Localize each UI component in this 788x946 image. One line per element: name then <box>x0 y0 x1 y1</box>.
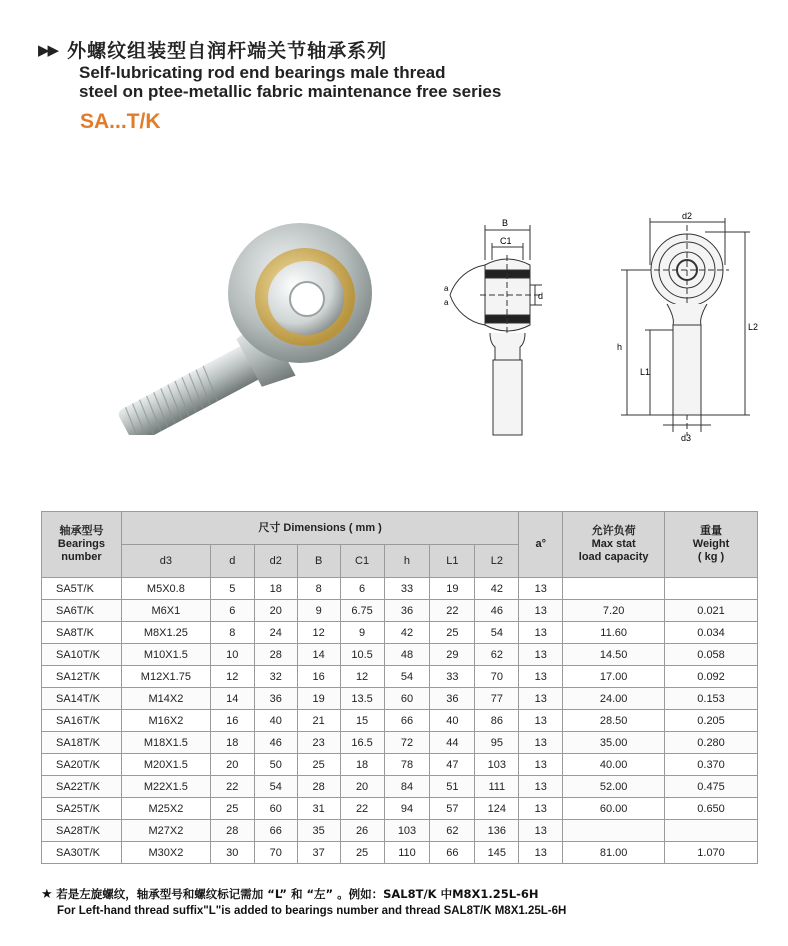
cell-model: SA28T/K <box>42 820 122 842</box>
table-cell: 33 <box>430 666 475 688</box>
table-cell: 13 <box>519 666 563 688</box>
table-cell: 50 <box>254 754 297 776</box>
table-row <box>42 798 758 820</box>
title-chinese <box>38 38 758 63</box>
table-cell: 13 <box>519 622 563 644</box>
label-d: d <box>538 291 544 301</box>
table-cell: M18X1.5 <box>121 732 210 754</box>
table-cell: 37 <box>297 842 340 864</box>
title-english-line-2: steel on ptee-metallic fabric maintenance free series <box>79 82 502 101</box>
cell-model: SA22T/K <box>42 776 122 798</box>
table-cell: 1.070 <box>665 842 758 864</box>
label-L2: L2 <box>748 322 759 332</box>
table-cell: 24 <box>254 622 297 644</box>
product-photo <box>55 215 385 435</box>
table-body <box>42 578 758 864</box>
table-cell: 22 <box>210 776 254 798</box>
table-cell: M6X1 <box>121 600 210 622</box>
table-cell: 13 <box>519 600 563 622</box>
table-cell: 25 <box>297 754 340 776</box>
table-row <box>42 710 758 732</box>
table-cell: 13 <box>519 732 563 754</box>
table-cell: 110 <box>384 842 430 864</box>
table-cell: 21 <box>297 710 340 732</box>
table-cell: 14.50 <box>563 644 665 666</box>
header-weight-en-2: ( kg ) <box>697 551 725 563</box>
table-cell: 94 <box>384 798 430 820</box>
table-cell: 103 <box>384 820 430 842</box>
table-cell: 36 <box>254 688 297 710</box>
table-cell: M8X1.25 <box>121 622 210 644</box>
table-cell: 77 <box>475 688 519 710</box>
label-a-bottom: a <box>444 298 449 307</box>
table-cell: 66 <box>384 710 430 732</box>
table-row <box>42 754 758 776</box>
table-cell: 20 <box>254 600 297 622</box>
table-cell: 22 <box>430 600 475 622</box>
table-cell: 46 <box>475 600 519 622</box>
table-cell: 5 <box>210 578 254 600</box>
series-code: SA...T/K <box>80 110 161 133</box>
table-cell: 19 <box>297 688 340 710</box>
subheader-L2: L2 <box>475 545 519 578</box>
table-cell: 52.00 <box>563 776 665 798</box>
header-weight-cn: 重量 <box>700 525 723 537</box>
table-cell: 35.00 <box>563 732 665 754</box>
table-row <box>42 666 758 688</box>
cell-model: SA14T/K <box>42 688 122 710</box>
title-english-line-1: Self-lubricating rod end bearings male thread <box>79 63 446 82</box>
table-cell: 13.5 <box>340 688 384 710</box>
table-cell: 10 <box>210 644 254 666</box>
table-cell: 14 <box>297 644 340 666</box>
table-cell: 70 <box>475 666 519 688</box>
table-cell: 28 <box>210 820 254 842</box>
table-cell: 16.5 <box>340 732 384 754</box>
table-row <box>42 820 758 842</box>
table-cell: 6 <box>210 600 254 622</box>
header-dimensions: 尺寸 Dimensions ( mm ) <box>121 512 518 545</box>
table-cell: 13 <box>519 754 563 776</box>
table-cell: 42 <box>384 622 430 644</box>
table-cell: 17.00 <box>563 666 665 688</box>
table-cell: 9 <box>340 622 384 644</box>
header-model-en-1: Bearings <box>57 538 105 550</box>
table-cell: 0.475 <box>665 776 758 798</box>
table-row <box>42 688 758 710</box>
table-cell: 47 <box>430 754 475 776</box>
table-cell: 48 <box>384 644 430 666</box>
note-en: For Left-hand thread suffix"L"is added to bearings number and thread SAL8T/K M8X1.25L-6H <box>57 905 567 917</box>
table-row <box>42 842 758 864</box>
header-weight-en-1: Weight <box>692 538 730 550</box>
cell-model: SA10T/K <box>42 644 122 666</box>
table-cell: 136 <box>475 820 519 842</box>
page-header <box>38 38 758 101</box>
table-cell: 40 <box>430 710 475 732</box>
table-cell: M27X2 <box>121 820 210 842</box>
table-cell: 124 <box>475 798 519 820</box>
table-cell: 60 <box>254 798 297 820</box>
table-cell: 18 <box>254 578 297 600</box>
table-cell: 14 <box>210 688 254 710</box>
table-cell: 51 <box>430 776 475 798</box>
table-cell: 28.50 <box>563 710 665 732</box>
cell-model: SA5T/K <box>42 578 122 600</box>
table-cell: 9 <box>297 600 340 622</box>
table-cell: 0.058 <box>665 644 758 666</box>
table-cell: 40 <box>254 710 297 732</box>
table-cell: 7.20 <box>563 600 665 622</box>
table-cell: 28 <box>297 776 340 798</box>
table-cell: 11.60 <box>563 622 665 644</box>
table-cell: 44 <box>430 732 475 754</box>
table-cell <box>665 820 758 842</box>
label-L1: L1 <box>640 367 651 377</box>
table-cell: 18 <box>210 732 254 754</box>
table-cell: 0.034 <box>665 622 758 644</box>
front-view-drawing <box>605 210 765 445</box>
table-cell: 23 <box>297 732 340 754</box>
subheader-h: h <box>384 545 430 578</box>
table-cell: 33 <box>384 578 430 600</box>
table-cell: 54 <box>254 776 297 798</box>
table-cell: M14X2 <box>121 688 210 710</box>
table-cell: 0.021 <box>665 600 758 622</box>
table-cell: 12 <box>340 666 384 688</box>
table-cell: 26 <box>340 820 384 842</box>
table-cell: 0.205 <box>665 710 758 732</box>
note-cn: 若是左旋螺纹，轴承型号和螺纹标记需加 “L” 和 “左” 。例如：SAL8T/K 中M8X1.25L-6H <box>56 887 539 901</box>
star-icon: ★ <box>41 886 57 901</box>
table-cell: 0.370 <box>665 754 758 776</box>
title-cn-text: 外螺纹组装型自润杆端关节轴承系列 <box>67 40 388 62</box>
table-cell: 0.650 <box>665 798 758 820</box>
header-model-cn: 轴承型号 <box>59 525 104 537</box>
subheader-d: d <box>210 545 254 578</box>
table-cell: 29 <box>430 644 475 666</box>
header-model-en-2: number <box>61 551 102 563</box>
table-cell: 0.280 <box>665 732 758 754</box>
table-cell: 22 <box>340 798 384 820</box>
cell-model: SA6T/K <box>42 600 122 622</box>
subheader-d3: d3 <box>121 545 210 578</box>
table-cell: 6 <box>340 578 384 600</box>
table-cell: 20 <box>210 754 254 776</box>
table-cell: 66 <box>430 842 475 864</box>
subheader-C1: C1 <box>340 545 384 578</box>
table-cell: 66 <box>254 820 297 842</box>
table-cell: 13 <box>519 820 563 842</box>
label-h: h <box>617 342 623 352</box>
table-cell: M30X2 <box>121 842 210 864</box>
table-cell: 13 <box>519 688 563 710</box>
table-cell: M20X1.5 <box>121 754 210 776</box>
table-cell: 40.00 <box>563 754 665 776</box>
table-cell: M25X2 <box>121 798 210 820</box>
table-cell: 25 <box>430 622 475 644</box>
table-cell: 13 <box>519 776 563 798</box>
table-cell: 145 <box>475 842 519 864</box>
subheader-B: B <box>297 545 340 578</box>
table-cell <box>563 820 665 842</box>
header-load <box>563 512 665 578</box>
table-row <box>42 578 758 600</box>
table-cell: 46 <box>254 732 297 754</box>
table-cell: 62 <box>475 644 519 666</box>
cell-model: SA20T/K <box>42 754 122 776</box>
subheader-L1: L1 <box>430 545 475 578</box>
table-cell: M5X0.8 <box>121 578 210 600</box>
label-C1: C1 <box>500 236 512 246</box>
label-d2: d2 <box>682 211 693 221</box>
table-cell: 81.00 <box>563 842 665 864</box>
table-cell: 103 <box>475 754 519 776</box>
side-section-drawing <box>430 215 580 445</box>
table-cell: 8 <box>210 622 254 644</box>
table-row <box>42 600 758 622</box>
table-cell: 32 <box>254 666 297 688</box>
table-cell: 62 <box>430 820 475 842</box>
table-cell <box>665 578 758 600</box>
table-cell: M22X1.5 <box>121 776 210 798</box>
table-cell: M10X1.5 <box>121 644 210 666</box>
subheader-d2: d2 <box>254 545 297 578</box>
table-row <box>42 644 758 666</box>
label-a-top: a <box>444 284 449 293</box>
cell-model: SA16T/K <box>42 710 122 732</box>
table-cell: 0.153 <box>665 688 758 710</box>
table-cell: 24.00 <box>563 688 665 710</box>
table-cell: 60.00 <box>563 798 665 820</box>
table-cell: 95 <box>475 732 519 754</box>
table-row <box>42 776 758 798</box>
table-cell: 13 <box>519 842 563 864</box>
header-model <box>42 512 122 578</box>
table-cell: 13 <box>519 644 563 666</box>
table-cell: 12 <box>210 666 254 688</box>
label-B: B <box>502 218 509 228</box>
table-row <box>42 622 758 644</box>
table-cell: 54 <box>384 666 430 688</box>
table-cell: 25 <box>210 798 254 820</box>
table-cell <box>563 578 665 600</box>
footnote <box>41 886 566 919</box>
table-cell: 36 <box>430 688 475 710</box>
table-cell: 78 <box>384 754 430 776</box>
header-load-cn: 允许负荷 <box>591 525 636 537</box>
table-cell: 86 <box>475 710 519 732</box>
table-cell: 16 <box>297 666 340 688</box>
table-cell: 60 <box>384 688 430 710</box>
cell-model: SA25T/K <box>42 798 122 820</box>
table-cell: 28 <box>254 644 297 666</box>
table-cell: 35 <box>297 820 340 842</box>
table-cell: 19 <box>430 578 475 600</box>
table-cell: 31 <box>297 798 340 820</box>
cell-model: SA8T/K <box>42 622 122 644</box>
cell-model: SA18T/K <box>42 732 122 754</box>
table-cell: 57 <box>430 798 475 820</box>
double-arrow-icon: ▶▶ <box>38 41 58 59</box>
cell-model: SA30T/K <box>42 842 122 864</box>
table-cell: 13 <box>519 798 563 820</box>
table-cell: M16X2 <box>121 710 210 732</box>
header-load-en-1: Max stat <box>591 538 636 550</box>
table-cell: 6.75 <box>340 600 384 622</box>
table-cell: 8 <box>297 578 340 600</box>
table-cell: 13 <box>519 578 563 600</box>
table-cell: 15 <box>340 710 384 732</box>
table-cell: 36 <box>384 600 430 622</box>
table-cell: 10.5 <box>340 644 384 666</box>
table-cell: 18 <box>340 754 384 776</box>
table-cell: 13 <box>519 710 563 732</box>
table-cell: 20 <box>340 776 384 798</box>
label-d3: d3 <box>681 433 692 443</box>
table-cell: M12X1.75 <box>121 666 210 688</box>
cell-model: SA12T/K <box>42 666 122 688</box>
table-cell: 84 <box>384 776 430 798</box>
table-cell: 12 <box>297 622 340 644</box>
header-weight <box>665 512 758 578</box>
header-load-en-2: load capacity <box>578 551 649 563</box>
table-cell: 70 <box>254 842 297 864</box>
table-cell: 25 <box>340 842 384 864</box>
table-cell: 0.092 <box>665 666 758 688</box>
table-cell: 111 <box>475 776 519 798</box>
table-cell: 54 <box>475 622 519 644</box>
header-angle: a° <box>519 512 563 578</box>
table-cell: 42 <box>475 578 519 600</box>
table-cell: 72 <box>384 732 430 754</box>
table-cell: 30 <box>210 842 254 864</box>
specification-table <box>41 511 758 864</box>
table-cell: 16 <box>210 710 254 732</box>
table-row <box>42 732 758 754</box>
